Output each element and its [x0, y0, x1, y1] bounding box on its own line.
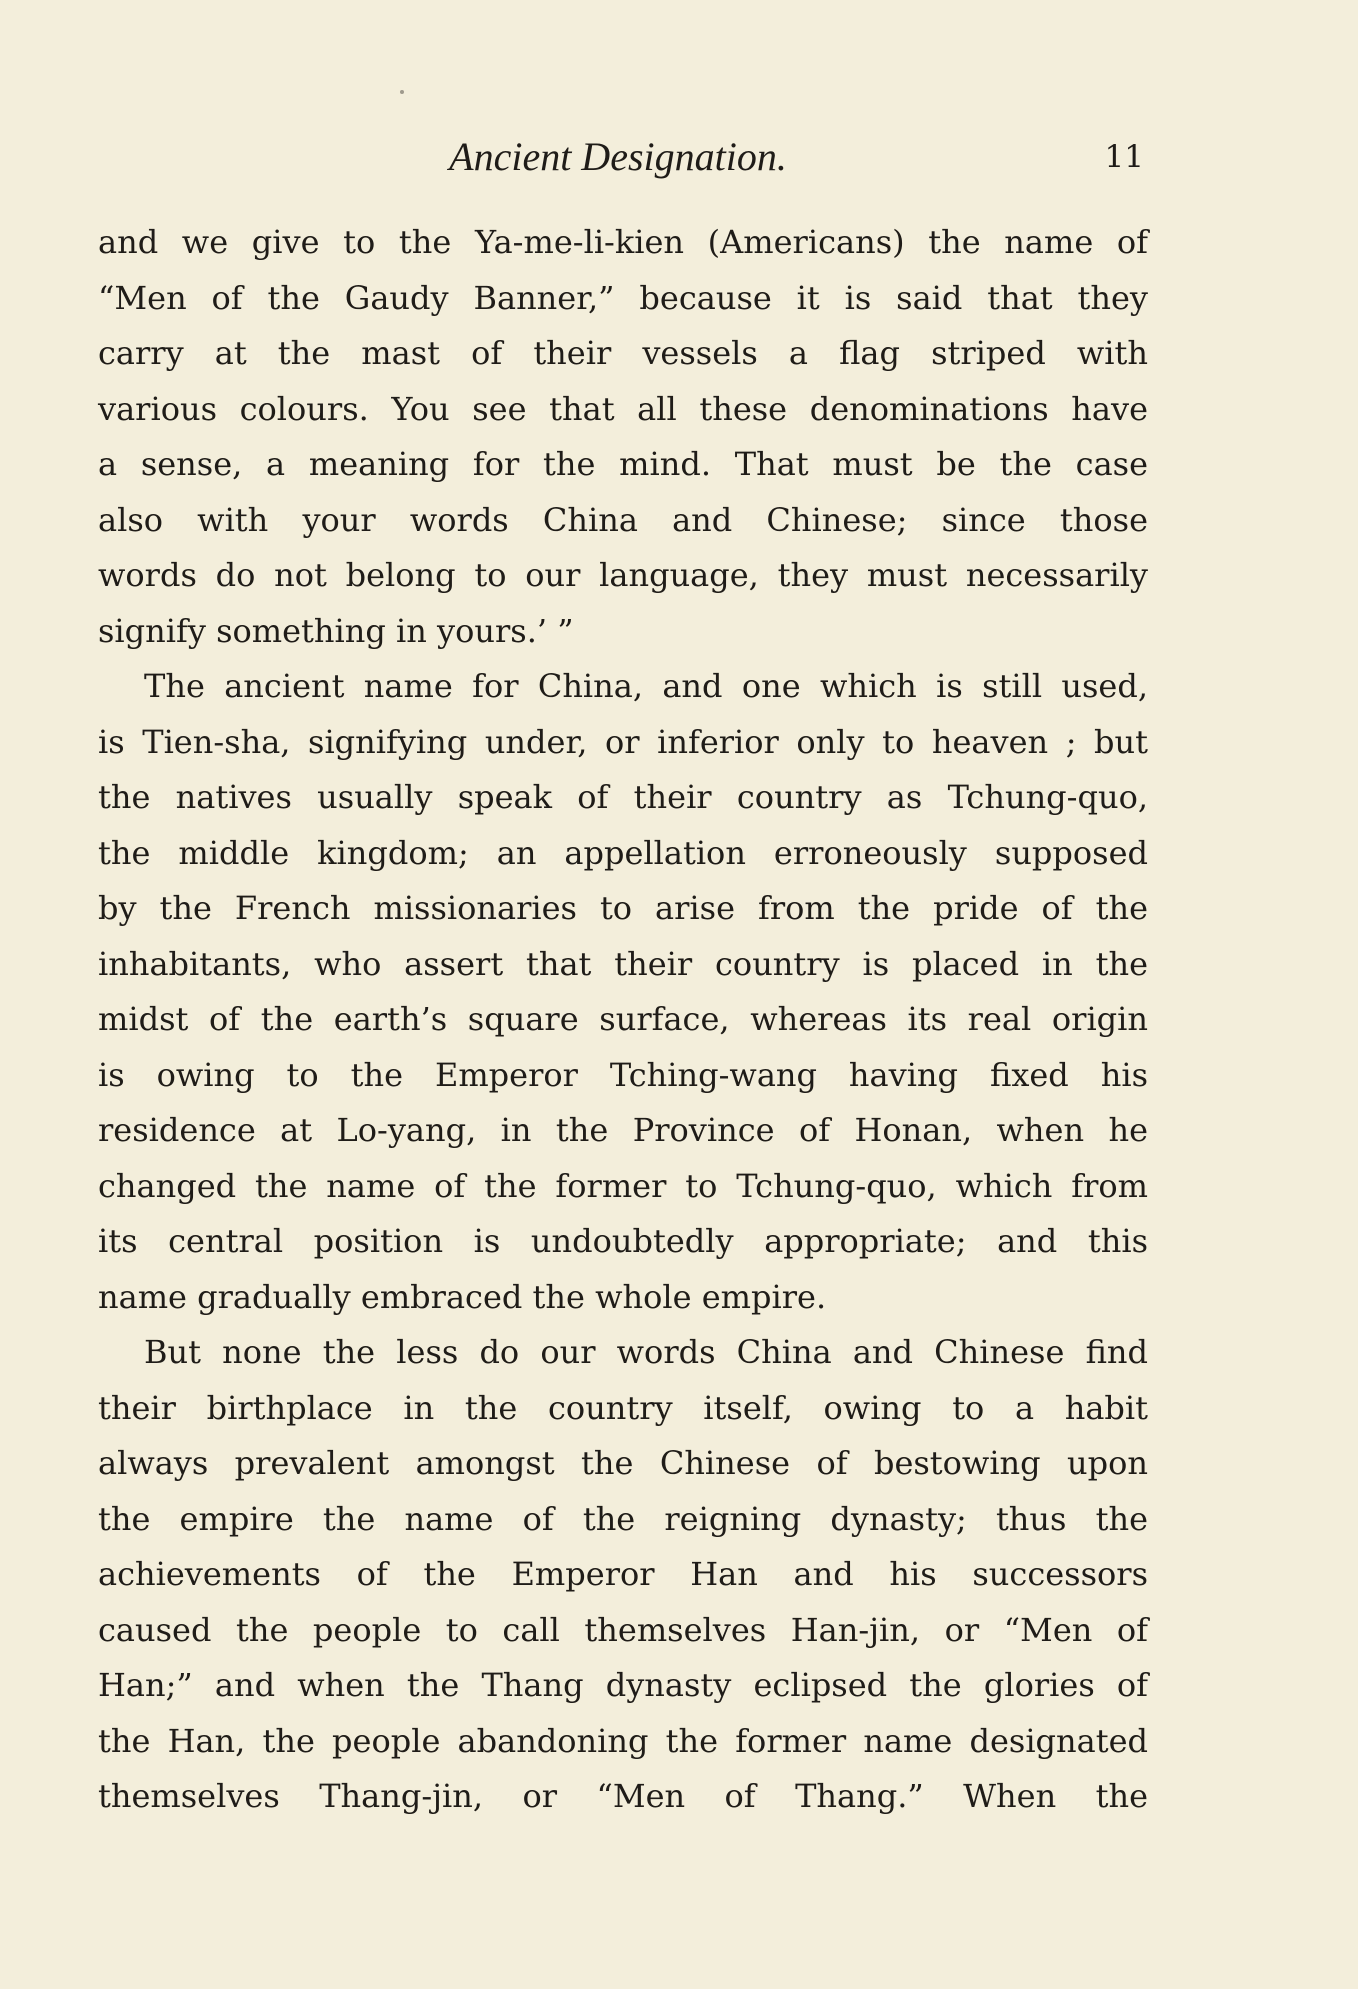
text-line: achievements of the Emperor Han and his successors — [98, 1555, 1148, 1593]
text-line: is Tien-sha, signifying under, or inferior only to heaven ; but — [98, 722, 1148, 761]
text-line: is owing to the Emperor Tching-wang having fixed his — [98, 1055, 1148, 1094]
text-line: words do not belong to our language, they must necessarily — [98, 556, 1148, 594]
text-line: and we give to the Ya-me-li-kien (Americans) the name of — [98, 223, 1148, 261]
text-line: themselves Thang-jin, or “Men of Thang.” When the — [98, 1777, 1148, 1815]
body-text — [98, 215, 1148, 1825]
paragraph-start-line: But none the less do our words China and Chinese find — [144, 1333, 1148, 1371]
text-line: Han;” and when the Thang dynasty eclipsed the glories of — [98, 1666, 1148, 1704]
text-line: always prevalent amongst the Chinese of bestowing upon — [98, 1444, 1148, 1482]
text-line: a sense, a meaning for the mind. That must be the case — [98, 445, 1148, 483]
text-line: the empire the name of the reigning dynasty; thus the — [98, 1499, 1148, 1538]
text-line: various colours. You see that all these denominations have — [98, 389, 1148, 428]
paragraph-start-line: The ancient name for China, and one which is still used, — [144, 667, 1148, 705]
text-line: caused the people to call themselves Han-jin, or “Men of — [98, 1610, 1148, 1649]
text-line: name gradually embraced the whole empire. — [98, 1277, 827, 1316]
scan-speck — [400, 90, 404, 94]
text-line: the Han, the people abandoning the former name designated — [98, 1721, 1148, 1760]
text-line: by the French missionaries to arise from the pride of the — [98, 889, 1148, 927]
text-line: the middle kingdom; an appellation erroneously supposed — [98, 833, 1148, 872]
text-line: inhabitants, who assert that their country is placed in the — [98, 944, 1148, 983]
text-line: residence at Lo-yang, in the Province of Honan, when he — [98, 1111, 1148, 1149]
text-line: its central position is undoubtedly appropriate; and this — [98, 1222, 1148, 1260]
text-line: signify something in yours.’ ” — [98, 611, 574, 650]
text-line: the natives usually speak of their country as Tchung-quo, — [98, 778, 1148, 816]
text-line: “Men of the Gaudy Banner,” because it is said that they — [98, 278, 1148, 317]
text-line: also with your words China and Chinese; since those — [98, 500, 1148, 539]
text-line: changed the name of the former to Tchung-quo, which from — [98, 1166, 1148, 1205]
text-line: carry at the mast of their vessels a flag striped with — [98, 334, 1148, 372]
page-number: 11 — [1104, 139, 1144, 175]
text-line: their birthplace in the country itself, owing to a habit — [98, 1388, 1148, 1427]
running-title: Ancient Designation. — [449, 134, 787, 179]
text-line: midst of the earth’s square surface, whereas its real origin — [98, 1000, 1148, 1038]
page-header — [98, 128, 1144, 186]
